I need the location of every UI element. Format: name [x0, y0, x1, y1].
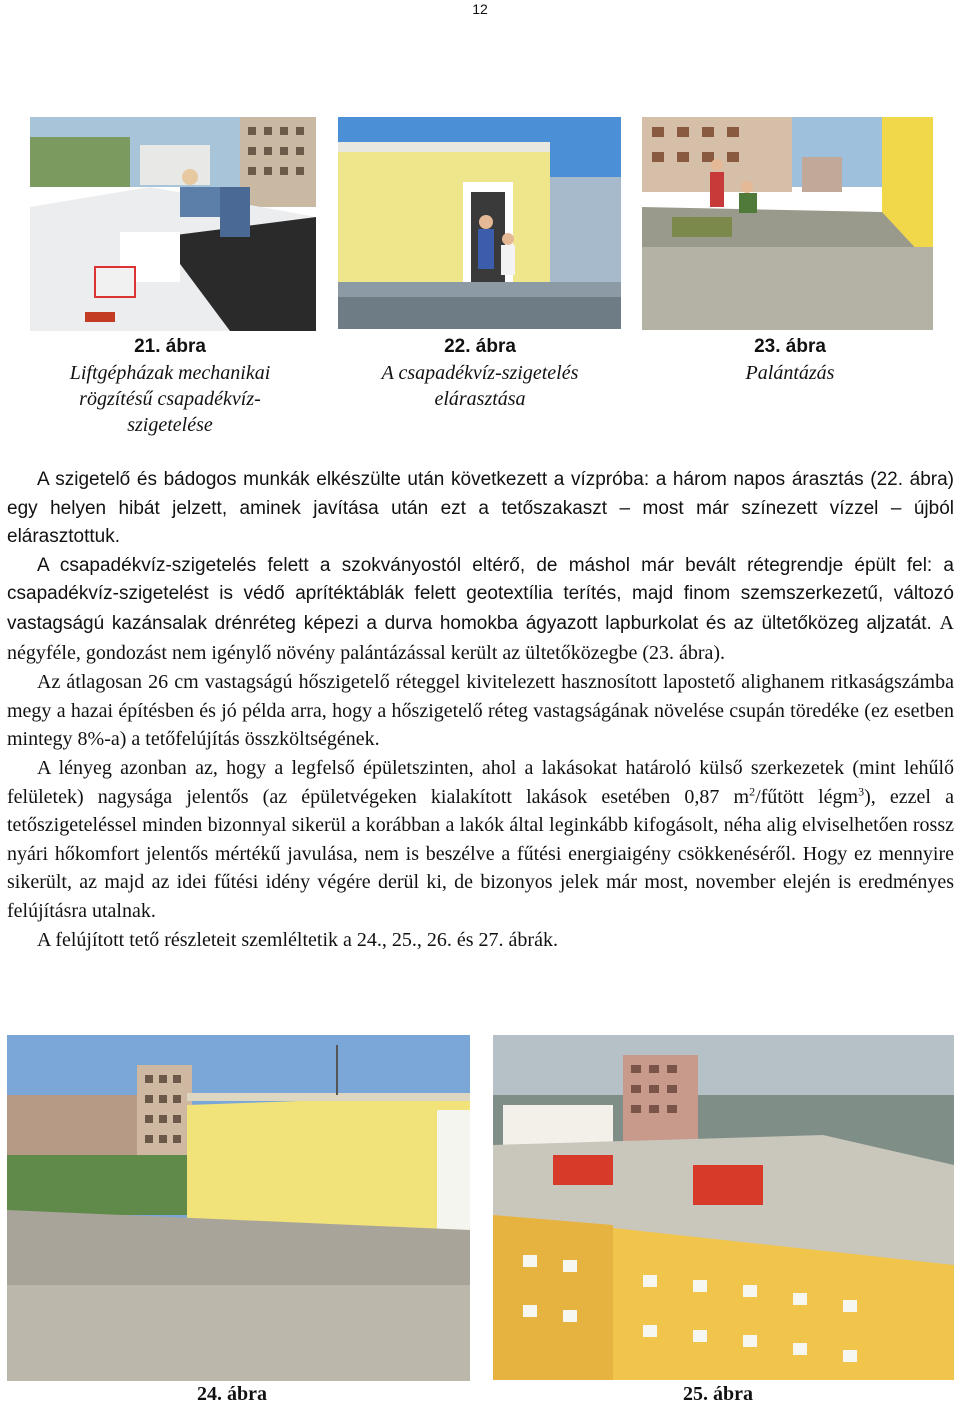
figure-24-photo: [7, 1035, 470, 1381]
figure-22-photo: [338, 117, 621, 329]
body-text: [7, 466, 954, 954]
figure-22-caption: [355, 334, 605, 412]
figure-23-caption: [665, 334, 915, 386]
figure-22-number: 22. ábra: [444, 336, 516, 357]
paragraph-4: A lényeg azonban az, hogy a legfelső épületszinten, ahol a lakásokat határoló külső szerkezetek (mint lehűlő felületek) nagysága jelentős (az épületvégeken kialakított lakások esetében 0,87 $m^2$/fűtött légm$^3$), ezzel a tetőszigeteléssel minden bizonnyal sikerül a korábban a lakók által leginkább kifogásolt, néha alig elviselhetően rossz nyári hőkomfort jelentős mértékű javulása, nem is beszélve a fűtési energiaigény csökkenéséről. Hogy ez mennyire sikerült, az majd az idei fűtési idény végére derül ki, de bizonyos jelek már most, november elején is eredményes felújításra utalnak.: [7, 756, 954, 922]
page-number: 12: [472, 1, 488, 17]
figure-23-number: 23. ábra: [754, 336, 826, 357]
superscript-3: 3: [858, 783, 865, 798]
figure-21-caption: [45, 334, 295, 438]
paragraph-2-main: A csapadékvíz-szigetelés felett a szokványostól eltérő, de máshol már bevált rétegrendje épült fel: a csapadékvíz-szigetelést is védő aprítéktáblák felett geotextília terítés, majd finom szemszerkezetű, változó vastagságú kazánsalak drénréteg képezi a durva homokba ágyazott lapburkolat és az ültetőközeg aljzatát.: [7, 554, 954, 634]
figure-21-description: Liftgépházak mechanikai rögzítésű csapadékvíz-szigetelése: [69, 362, 271, 436]
superscript-2: 2: [749, 783, 756, 798]
figure-21-photo: [30, 117, 316, 331]
figure-23-description: Palántázás: [745, 362, 835, 384]
figure-24-number: 24. ábra: [197, 1383, 267, 1405]
paragraph-1: A szigetelő és bádogos munkák elkészülte után következett a vízpróba: a három napos árasztás (22. ábra) egy helyen hibát jelzett, aminek javítása után ezt a tetőszakaszt – most már színezett vízzel – újból elárasztottuk.: [7, 469, 954, 548]
figure-25-photo: [493, 1035, 954, 1380]
paragraph-2-planting: A négyféle, gondozást nem igénylő növény palántázással került az ültetőközegbe (23. ábra).: [7, 611, 954, 664]
paragraph-5: A felújított tető részleteit szemléltetik a 24., 25., 26. és 27. ábrák.: [37, 928, 558, 951]
paragraph-2: [7, 552, 954, 668]
figure-25-number: 25. ábra: [683, 1383, 753, 1405]
figure-22-description: A csapadékvíz-szigetelés elárasztása: [381, 362, 579, 410]
figure-23-photo: [642, 117, 933, 330]
paragraph-3: Az átlagosan 26 cm vastagságú hőszigetelő réteggel kivitelezett hasznosított lapostető alighanem ritkaságszámba megy a hazai építésben és jó példa arra, hogy a hőszigetelő réteg vastagságának növelése csupán töredéke (ez esetben mintegy 8%-a) a tetőfelújítás összköltségének.: [7, 671, 954, 751]
figure-21-number: 21. ábra: [134, 336, 206, 357]
